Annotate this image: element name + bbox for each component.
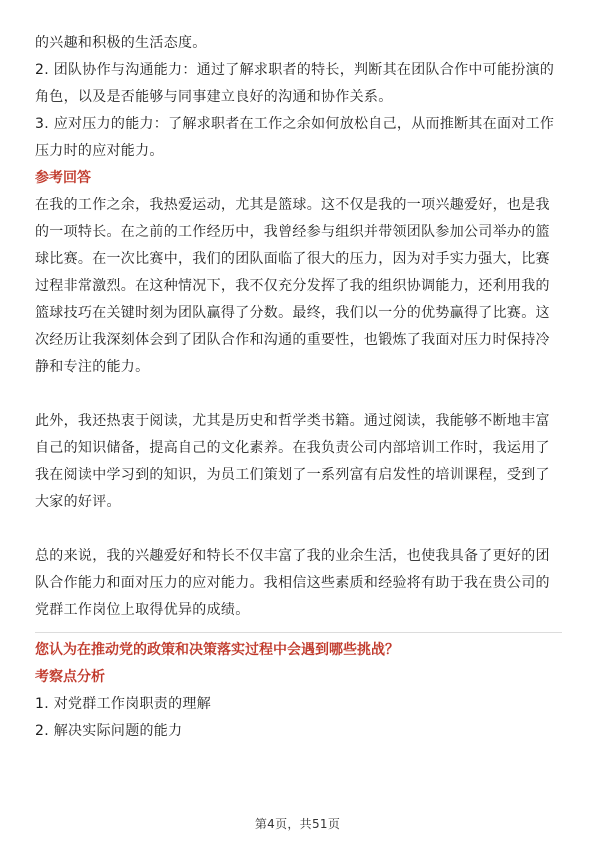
paragraph-line: 篮球技巧在关键时刻为团队赢得了分数。最终，我们以一分的优势赢得了比赛。这 bbox=[35, 305, 550, 321]
paragraph-line: 队合作能力和面对压力的应对能力。我相信这些素质和经验将有助于我在贵公司的 bbox=[35, 575, 550, 591]
paragraph-line: 过程非常激烈。在这种情况下，我不仅充分发挥了我的组织协调能力，还利用我的 bbox=[35, 278, 550, 294]
paragraph-gap bbox=[35, 381, 562, 408]
intro-line: 2. 团队协作与沟通能力：通过了解求职者的特长，判断其在团队合作中可能扮演的 bbox=[35, 62, 555, 78]
paragraph-line: 的一项特长。在之前的工作经历中，我曾经参与组织并带领团队参加公司举办的篮 bbox=[35, 224, 550, 240]
intro-section bbox=[35, 30, 562, 165]
question-heading: 您认为在推动党的政策和决策落实过程中会遇到哪些挑战？ bbox=[35, 642, 399, 658]
paragraph-line: 我在阅读中学习到的知识，为员工们策划了一系列富有启发性的培训课程，受到了 bbox=[35, 467, 550, 483]
page-number-footer: 第4页，共51页 bbox=[254, 817, 341, 831]
paragraph-line: 总的来说，我的兴趣爱好和特长不仅丰富了我的业余生活，也使我具备了更好的团 bbox=[35, 548, 550, 564]
analysis-point: 2. 解决实际问题的能力 bbox=[35, 723, 183, 739]
reference-answer-heading: 参考回答 bbox=[35, 170, 91, 186]
paragraph-line: 静和专注的能力。 bbox=[35, 359, 150, 375]
paragraph-gap bbox=[35, 516, 562, 543]
intro-line: 3. 应对压力的能力：了解求职者在工作之余如何放松自己，从而推断其在面对工作 bbox=[35, 116, 555, 132]
intro-line: 角色，以及是否能够与同事建立良好的沟通和协作关系。 bbox=[35, 89, 393, 105]
answer-paragraph-1 bbox=[35, 192, 562, 381]
answer-paragraph-3 bbox=[35, 543, 562, 624]
answer-paragraph-2 bbox=[35, 408, 562, 516]
intro-line: 压力时的应对能力。 bbox=[35, 143, 164, 159]
paragraph-line: 此外，我还热衷于阅读，尤其是历史和哲学类书籍。通过阅读，我能够不断地丰富 bbox=[35, 413, 550, 429]
paragraph-line: 自己的知识储备，提高自己的文化素养。在我负责公司内部培训工作时，我运用了 bbox=[35, 440, 550, 456]
paragraph-line: 在我的工作之余，我热爱运动，尤其是篮球。这不仅是我的一项兴趣爱好，也是我 bbox=[35, 197, 550, 213]
section-divider bbox=[35, 632, 562, 633]
document-page bbox=[35, 30, 562, 745]
analysis-point: 1. 对党群工作岗职责的理解 bbox=[35, 696, 212, 712]
paragraph-line: 次经历让我深刻体会到了团队合作和沟通的重要性，也锻炼了我面对压力时保持冷 bbox=[35, 332, 550, 348]
intro-line: 的兴趣和积极的生活态度。 bbox=[35, 35, 207, 51]
analysis-heading: 考察点分析 bbox=[35, 669, 105, 685]
paragraph-line: 球比赛。在一次比赛中，我们的团队面临了很大的压力，因为对手实力强大，比赛 bbox=[35, 251, 550, 267]
paragraph-line: 大家的好评。 bbox=[35, 494, 121, 510]
paragraph-line: 党群工作岗位上取得优异的成绩。 bbox=[35, 602, 250, 618]
